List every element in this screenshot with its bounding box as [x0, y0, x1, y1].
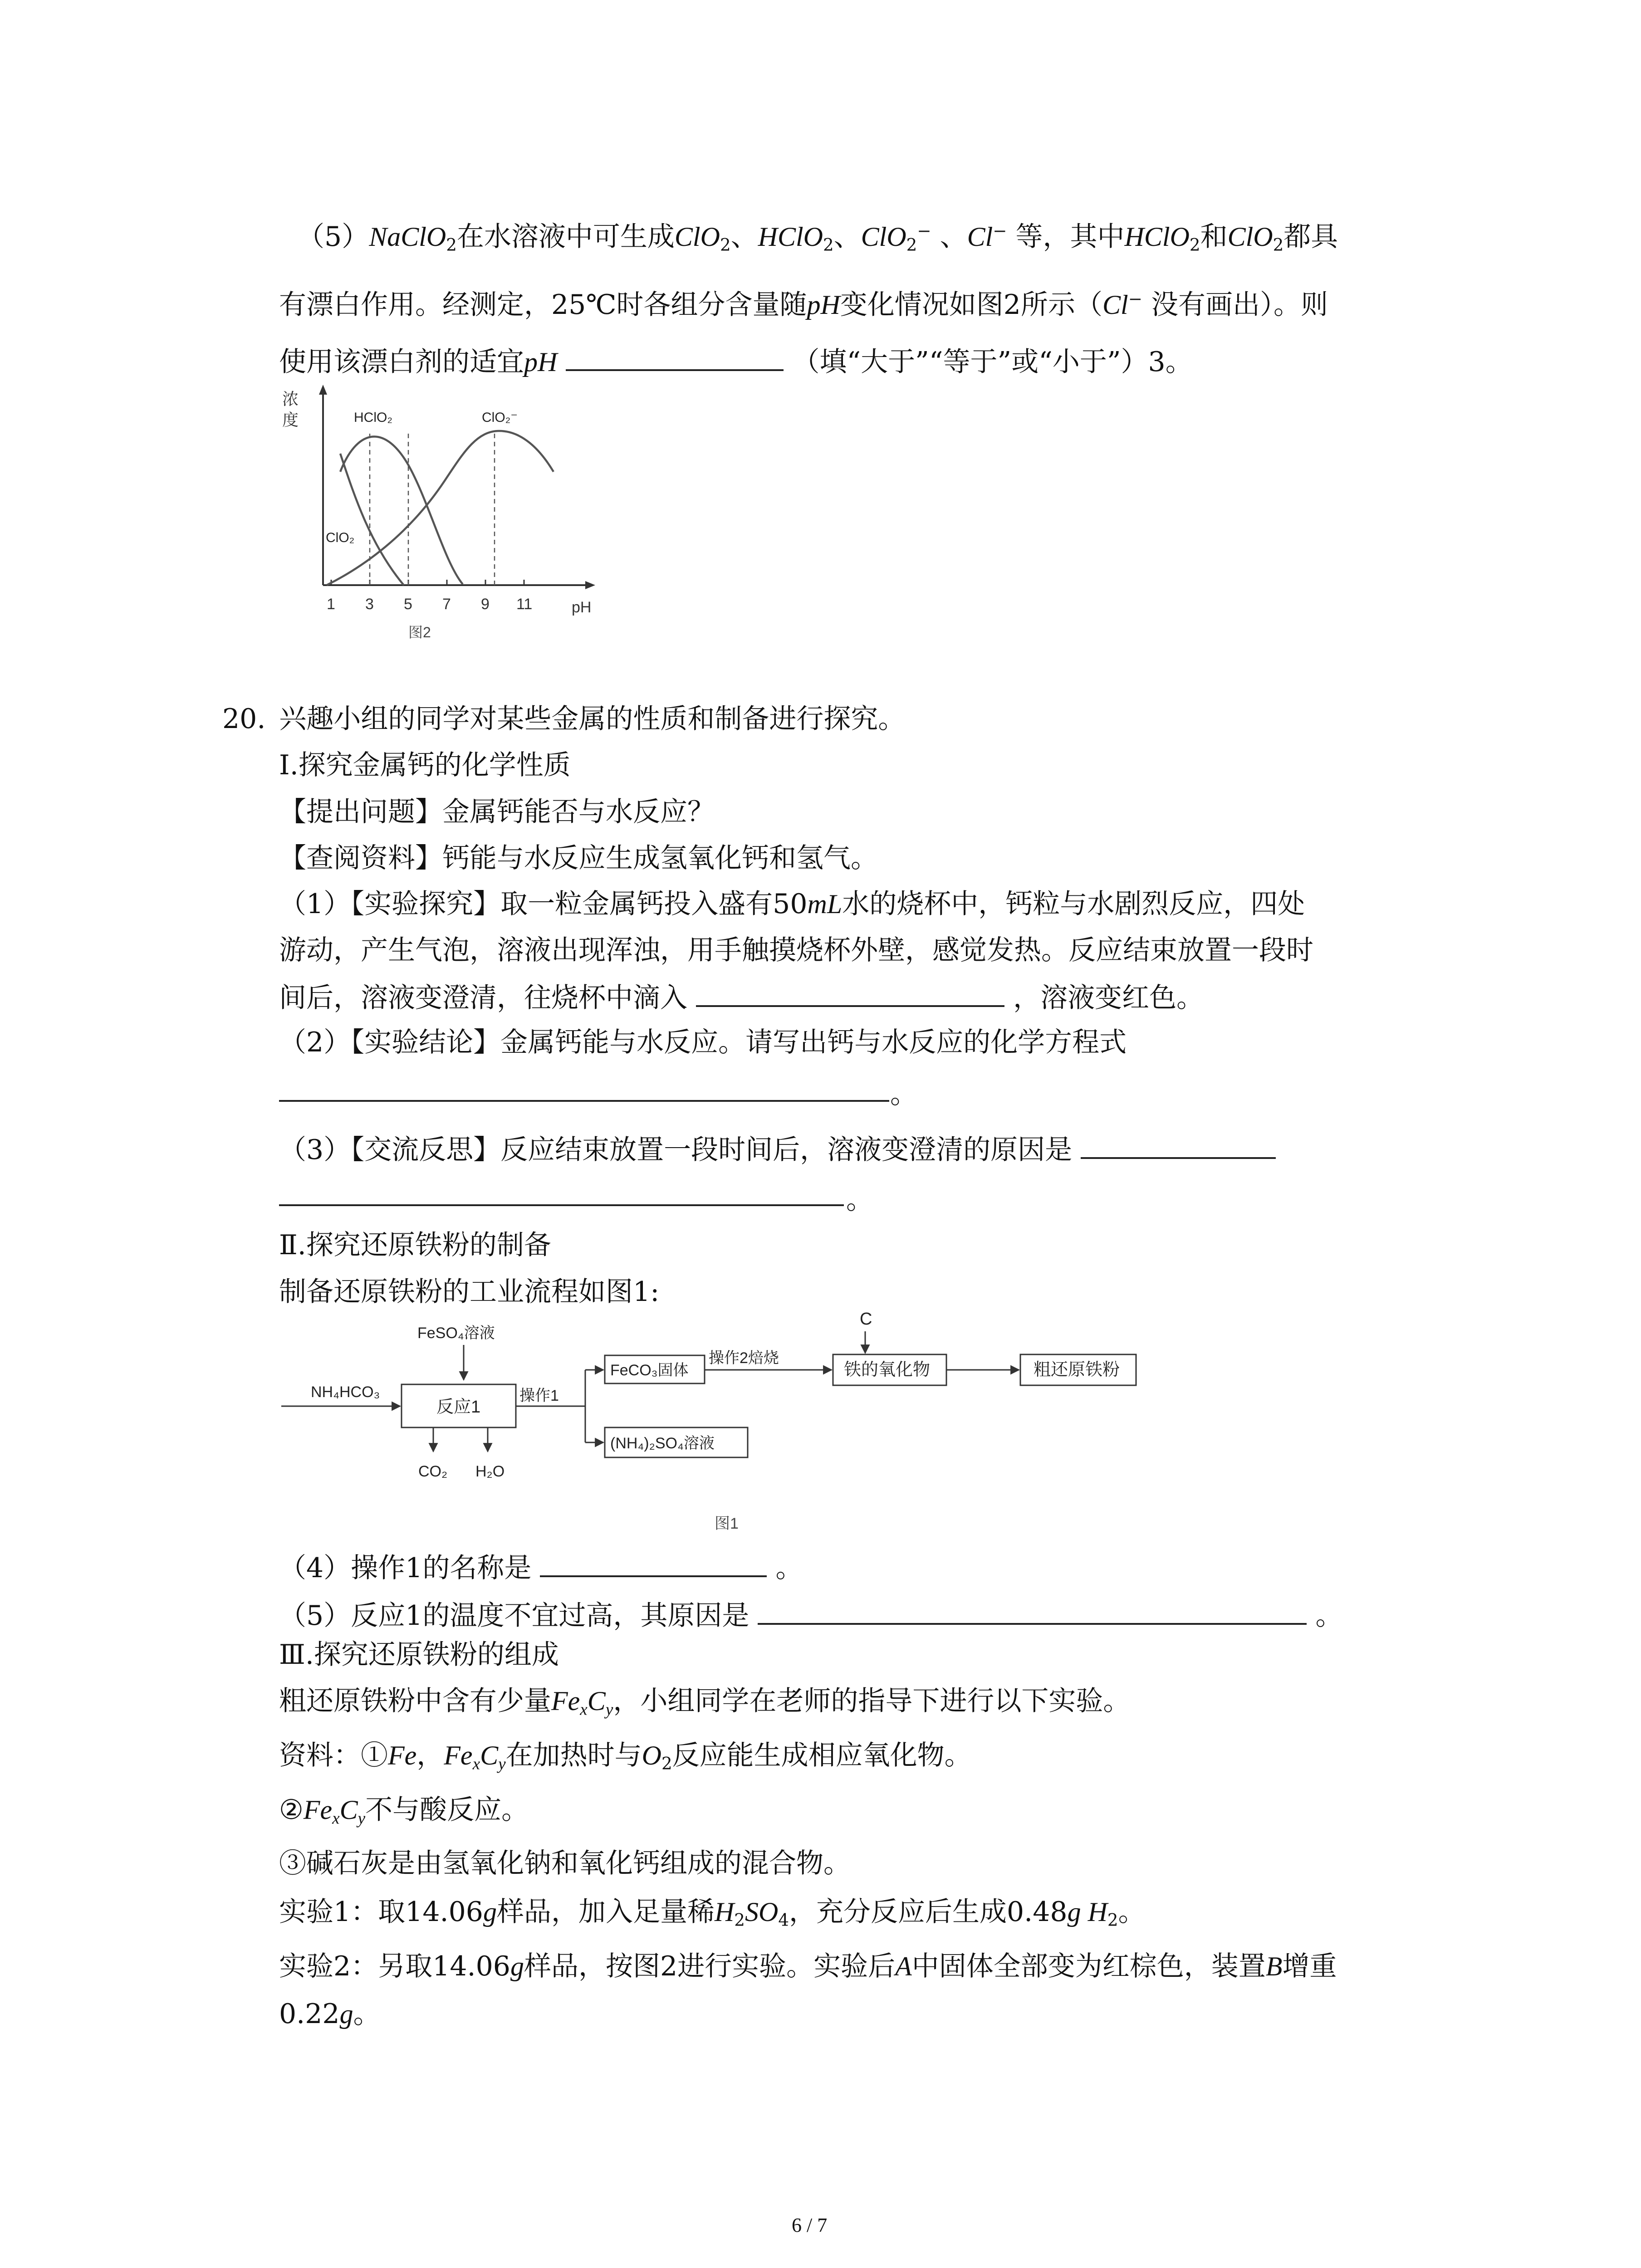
curve-clo2	[340, 454, 404, 585]
x-tick-label: 9	[481, 596, 490, 613]
answer-blank-temperature[interactable]	[758, 1597, 1307, 1625]
label-nh42so4: (NH₄)₂SO₄溶液	[610, 1435, 715, 1452]
y-axis-arrow	[319, 385, 327, 395]
experiment-1: 实验1：取14.06g样品，加入足量稀$H_2SO_4$，充分反应后生成0.48g $H_2$。	[279, 1896, 1146, 1930]
x-tick-label: 3	[365, 596, 374, 613]
label-clo2: ClO₂	[326, 530, 355, 545]
x-tick-label: 5	[404, 596, 412, 613]
label-feso4: FeSO₄溶液	[417, 1325, 495, 1342]
s3-line: （3）【交流反思】反应结束放置一段时间后，溶液变澄清的原因是	[279, 1131, 1276, 1168]
y-axis-label-1: 浓	[282, 390, 299, 408]
answer-blank-operation[interactable]	[540, 1549, 767, 1577]
x-tick-label: 1	[327, 596, 335, 613]
q5-line-1: （5）NaClO$_2$在水溶液中可生成ClO$_2$、HClO$_2$、ClO$_2$− 、Cl− 等，其中HClO$_2$和ClO$_2$都具	[297, 220, 1338, 255]
x-tick-label: 11	[516, 596, 533, 613]
label-carbon: C	[860, 1310, 872, 1329]
answer-blank-indicator[interactable]	[696, 979, 1004, 1007]
dashed-guides	[370, 434, 495, 585]
info-line-3: ③碱石灰是由氢氧化钠和氧化钙组成的混合物。	[279, 1848, 851, 1879]
label-nh4hco3: NH₄HCO₃	[311, 1383, 380, 1401]
label-feco3: FeCO₃固体	[610, 1362, 689, 1379]
label-op1: 操作1	[519, 1387, 559, 1404]
y-axis-label-2: 度	[282, 411, 299, 429]
label-iron-oxide: 铁的氧化物	[844, 1360, 931, 1379]
label-reaction1: 反应1	[436, 1398, 481, 1417]
label-hclo2: HClO₂	[354, 410, 392, 425]
info-line-1: 资料：①Fe，$Fe_xC_y$在加热时与$O_2$反应能生成相应氧化物。	[279, 1740, 972, 1774]
flow-intro: 制备还原铁粉的工业流程如图1:	[279, 1276, 660, 1308]
s1-line-1: （1）【实验探究】取一粒金属钙投入盛有50mL水的烧杯中，钙粒与水剧烈反应，四处	[279, 888, 1305, 920]
part-1-heading: Ⅰ.探究金属钙的化学性质	[279, 749, 571, 781]
s5-line: （5）反应1的温度不宜过高，其原因是 。	[279, 1597, 1343, 1634]
figure-1	[272, 1306, 1180, 1547]
label-crude-iron: 粗还原铁粉	[1034, 1360, 1120, 1379]
label-clo2-ion: ClO₂⁻	[482, 410, 518, 425]
page-number: 6 / 7	[792, 2214, 828, 2236]
answer-blank-reason-1[interactable]	[1081, 1131, 1276, 1159]
part-3-heading: Ⅲ.探究还原铁粉的组成	[279, 1639, 559, 1671]
x-axis-label: pH	[572, 599, 592, 616]
s1-line-2: 游动，产生气泡，溶液出现浑浊，用手触摸烧杯外壁，感觉发热。反应结束放置一段时	[279, 934, 1313, 966]
experiment-2-line-1: 实验2：另取14.06g样品，按图2进行实验。实验后A中固体全部变为红棕色，装置B增重	[279, 1950, 1337, 1982]
x-axis-arrow	[585, 581, 595, 589]
part-2-heading: Ⅱ.探究还原铁粉的制备	[279, 1229, 551, 1261]
q5-line-3: 使用该漂白剂的适宜pH （填“大于”“等于”或“小于”）3。	[279, 343, 1193, 380]
figure-2-caption: 图2	[408, 624, 431, 640]
curve-hclo2	[340, 437, 463, 584]
s3-end: 。	[846, 1184, 873, 1216]
q20-intro: 20. 兴趣小组的同学对某些金属的性质和制备进行探究。	[222, 703, 906, 735]
composition-line: 粗还原铁粉中含有少量$Fe_xC_y$，小组同学在老师的指导下进行以下实验。	[279, 1685, 1131, 1719]
question-number: 20.	[222, 703, 266, 735]
s4-line: （4）操作1的名称是 。	[279, 1549, 803, 1586]
label-h2o: H₂O	[475, 1463, 505, 1480]
label-op2: 操作2焙烧	[709, 1349, 779, 1367]
answer-blank-equation[interactable]	[279, 1100, 889, 1102]
q5-line-2: 有漂白作用。经测定，25℃时各组分含量随pH变化情况如图2所示（Cl− 没有画出）。则	[279, 288, 1328, 321]
info-line-2: $②Fe_xC_y$不与酸反应。	[279, 1794, 529, 1828]
label-co2: CO₂	[418, 1463, 448, 1480]
experiment-2-line-2: 0.22g。	[279, 1998, 381, 2030]
figure-2	[272, 381, 617, 644]
x-tick-label: 7	[442, 596, 451, 613]
s1-line-3: 间后，溶液变澄清，往烧杯中滴入 ，溶液变红色。	[279, 979, 1204, 1016]
s2-line: （2）【实验结论】金属钙能与水反应。请写出钙与水反应的化学方程式	[279, 1026, 1127, 1058]
reference-info: 【查阅资料】钙能与水反应生成氢氧化钙和氢气。	[279, 842, 878, 874]
answer-blank-ph[interactable]	[566, 343, 784, 371]
figure-1-caption: 图1	[715, 1515, 739, 1532]
problem-statement: 【提出问题】金属钙能否与水反应？	[279, 796, 715, 828]
answer-blank-reason-2[interactable]	[279, 1204, 844, 1206]
s2-end: 。	[890, 1078, 917, 1110]
